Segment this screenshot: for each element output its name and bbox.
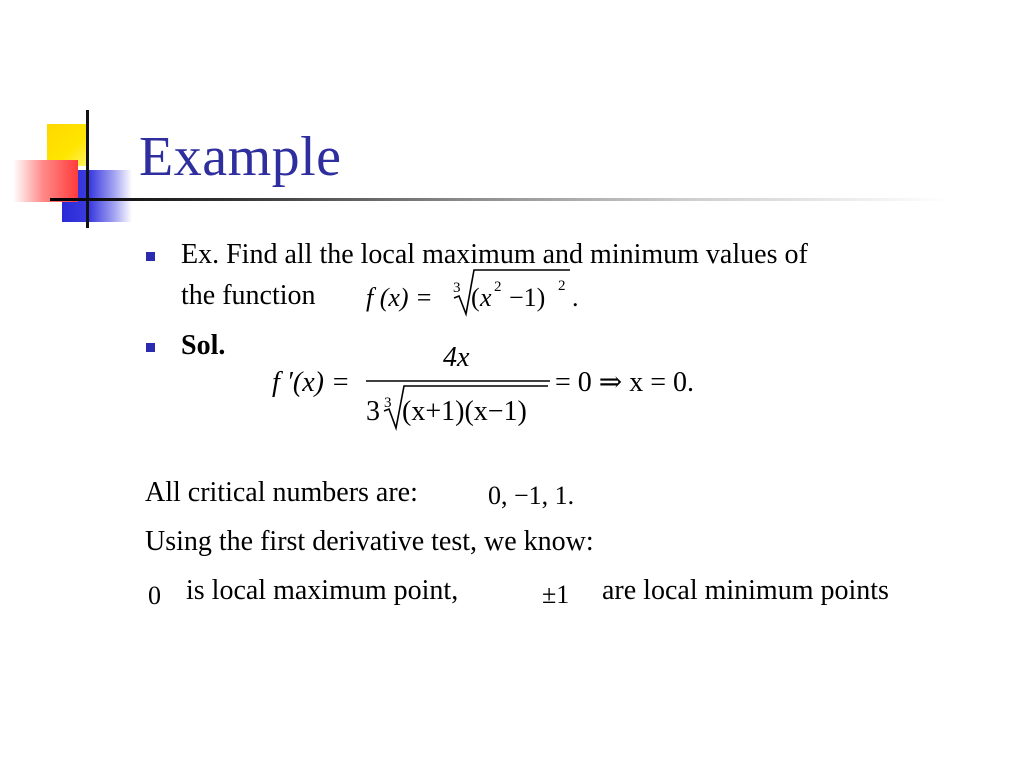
problem-line-2: the function	[181, 280, 316, 311]
derivative-root-index: 3	[384, 395, 392, 411]
function-formula	[362, 266, 592, 322]
bullet-marker-solution	[146, 343, 155, 352]
bullet-marker-problem	[146, 252, 155, 261]
derivative-radicand: (x+1)(x−1)	[402, 396, 527, 427]
problem-line-1: Ex. Find all the local maximum and minimum values of	[181, 239, 808, 270]
derivative-denominator-coef: 3	[366, 396, 380, 427]
decoration-vertical-line	[86, 110, 89, 228]
first-derivative-test-text: Using the first derivative test, we know:	[145, 526, 594, 557]
formula-outer-exponent: 2	[558, 278, 566, 294]
derivative-rhs: = 0 ⇒ x = 0.	[555, 367, 695, 398]
formula-period: .	[572, 283, 579, 312]
local-max-point: 0	[148, 581, 161, 610]
decoration-red-bar	[14, 160, 78, 202]
local-min-text: are local minimum points	[602, 575, 889, 606]
formula-open-paren: (	[471, 283, 480, 312]
local-min-points: ±1	[542, 580, 570, 609]
formula-root-index: 3	[453, 280, 461, 296]
critical-numbers-values: 0, −1, 1.	[488, 481, 575, 510]
title-underline	[50, 198, 950, 201]
solution-label: Sol.	[181, 330, 226, 361]
local-max-text: is local maximum point,	[186, 575, 459, 606]
formula-minus-one: −1)	[509, 283, 546, 312]
formula-x: x	[480, 283, 492, 312]
slide-title: Example	[139, 126, 342, 188]
critical-numbers-text: All critical numbers are:	[145, 477, 418, 508]
derivative-lhs: f ′(x) =	[272, 367, 350, 398]
formula-lhs: f (x) =	[366, 283, 433, 312]
derivative-numerator: 4x	[443, 342, 470, 373]
derivative-formula	[268, 336, 718, 436]
formula-inner-exponent: 2	[494, 279, 502, 295]
